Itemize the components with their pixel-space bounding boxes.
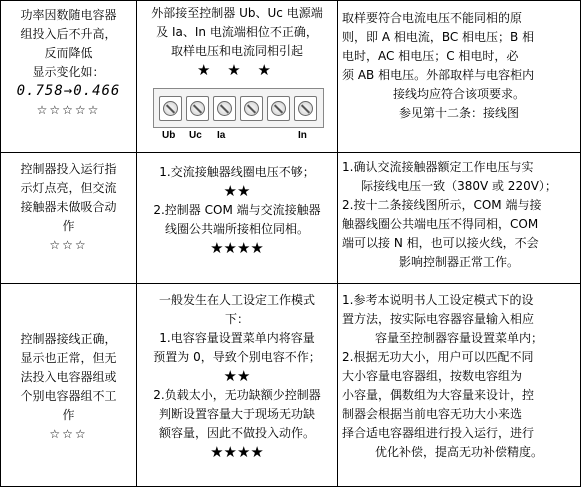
row2-solution-line: 2.按十二条接线图所示，COM 端与接 [342, 198, 542, 212]
row1-symptom-line: 组投入后不升高， [20, 27, 117, 41]
row1-likelihood-rating: ★ ★ ★ [197, 61, 277, 79]
screw-terminal-icon [159, 96, 182, 121]
row2-symptom-line: 控制器投入运行指 [20, 162, 117, 176]
row2-solution-line: 端可以接 N 相，也可以接火线，不会 [342, 236, 539, 250]
row1-solution-line: 取样要符合电流电压不能同相的原 [342, 11, 523, 25]
row3-cause [137, 291, 337, 462]
row3-cause-line: 2.负载太小，无功缺额少控制器 [153, 388, 321, 402]
row2-symptom [1, 160, 136, 255]
row2-cause-line: 2.控制器 COM 端与交流接触器 [153, 203, 321, 217]
terminal-label-uc: Uc [189, 130, 202, 141]
row2-cause-rating: ★★★★ [210, 239, 264, 257]
row1-symptom [1, 6, 136, 120]
row2-solution [338, 158, 580, 272]
row1-cause-line: 取样电压和电流同相引起 [170, 44, 303, 58]
row2-solution-line: 触器线圈公共端电压不得同相，COM [342, 217, 539, 231]
screw-terminal-icon [267, 96, 290, 121]
display-before-value: 0.758 [16, 83, 64, 99]
row2-solution-line: 影响控制器正常工作。 [398, 255, 519, 269]
terminal-block-body [153, 88, 324, 128]
row3-cause-intro: 一般发生在人工设定工作模式 [158, 293, 315, 307]
row3-symptom [1, 330, 136, 444]
row3-cause-line: 预置为 0，导致个别电容不作； [153, 350, 321, 364]
screw-terminal-icon [294, 96, 317, 121]
terminal-label-ub: Ub [162, 130, 176, 141]
row1-solution-line: 须 AB 相电压。外部取样与电容柜内 [342, 68, 535, 82]
row1-frequency-rating: ☆☆☆☆☆ [36, 103, 101, 117]
row3-solution-line: 置方法，按实际电容器容量输入相应 [342, 312, 535, 326]
row2-cause [137, 163, 337, 258]
terminal-block-diagram [153, 88, 324, 144]
row3-solution-line: 大小容量电容器组，按数电容组为 [342, 369, 523, 383]
row1-symptom-line: 功率因数随电容器 [20, 8, 117, 22]
row3-cause-intro: 下： [224, 312, 249, 326]
row2-cause-item: 1.交流接触器线圈电压不够； [159, 165, 315, 179]
row-divider-1 [0, 152, 581, 153]
screw-terminal-icon [186, 96, 209, 121]
row3-cause-rating: ★★ [223, 367, 251, 385]
row1-cause [137, 4, 337, 80]
row1-solution-reference: 参见第十二条：接线图 [398, 106, 519, 120]
row1-symptom-line: 显示变化如： [32, 65, 105, 79]
row3-frequency-rating: ☆☆☆ [49, 427, 88, 441]
row3-symptom-line: 法投入电容器组或 [20, 370, 117, 384]
row3-solution-line: 2.根据无功大小，用户可以匹配不同 [342, 350, 534, 364]
row2-solution-line: 1.确认交流接触器额定工作电压与实 [342, 160, 534, 174]
row3-symptom-line: 显示也正常，但无 [20, 351, 117, 365]
display-change [1, 82, 136, 101]
row3-solution [338, 291, 580, 462]
row1-cause-line: 及 Ia、In 电流端相位不正确， [156, 25, 318, 39]
row3-solution-line: 制器会根据当前电容无功大小来选 [342, 407, 523, 421]
row2-symptom-line: 示灯点亮，但交流 [20, 181, 117, 195]
row1-solution-line: 电时，AC 相电压；C 相电时，必 [342, 49, 519, 63]
row2-cause-rating: ★★ [223, 182, 251, 200]
row3-solution-line: 择合适电容器组进行投入运行，进行 [342, 426, 535, 440]
row3-symptom-line: 个别电容器组不工 [20, 389, 117, 403]
display-after-value: 0.466 [73, 83, 121, 99]
row1-solution [338, 9, 580, 123]
row3-cause-line: 1.电容容量设置菜单内将容量 [159, 331, 315, 345]
row2-frequency-rating: ☆☆☆ [49, 238, 88, 252]
terminal-label-ia: Ia [217, 130, 226, 141]
row2-solution-line: 际接线电压一致（380V 或 220V）； [361, 179, 557, 193]
table-border-top [0, 0, 581, 1]
row3-solution-line: 优化补偿，提高无功补偿精度。 [374, 445, 543, 459]
screw-terminal-icon [213, 96, 236, 121]
row3-symptom-line: 控制器接线正确， [20, 332, 117, 346]
row3-cause-line: 判断设置容量大于现场无功缺 [158, 407, 315, 421]
row2-cause-line: 线圈公共端所接相位同相。 [164, 222, 309, 236]
row2-symptom-line: 作 [62, 219, 75, 233]
row3-symptom-line: 作 [62, 408, 75, 422]
arrow-right-icon: → [63, 83, 74, 99]
row3-solution-line: 1.参考本说明书人工设定模式下的设 [342, 293, 534, 307]
row2-symptom-line: 接触器未做吸合动 [20, 200, 117, 214]
row1-symptom-line: 反而降低 [44, 46, 93, 60]
row3-cause-rating: ★★★★ [210, 443, 264, 461]
screw-terminal-icon [240, 96, 263, 121]
row-divider-2 [0, 283, 581, 284]
row1-cause-line: 外部接至控制器 Ub、Uc 电源端 [151, 6, 323, 20]
row3-solution-line: 容量至控制器容量设置菜单内； [374, 331, 543, 345]
row1-solution-line: 则，即 A 相电流，BC 相电压；B 相 [342, 30, 535, 44]
terminal-label-in: In [298, 130, 307, 141]
row1-solution-line: 接线均应符合该项要求。 [392, 87, 525, 101]
row3-cause-line: 额容量，因此不做投入动作。 [158, 426, 315, 440]
row3-solution-line: 小容量，偶数组为大容量来设计，控 [342, 388, 535, 402]
